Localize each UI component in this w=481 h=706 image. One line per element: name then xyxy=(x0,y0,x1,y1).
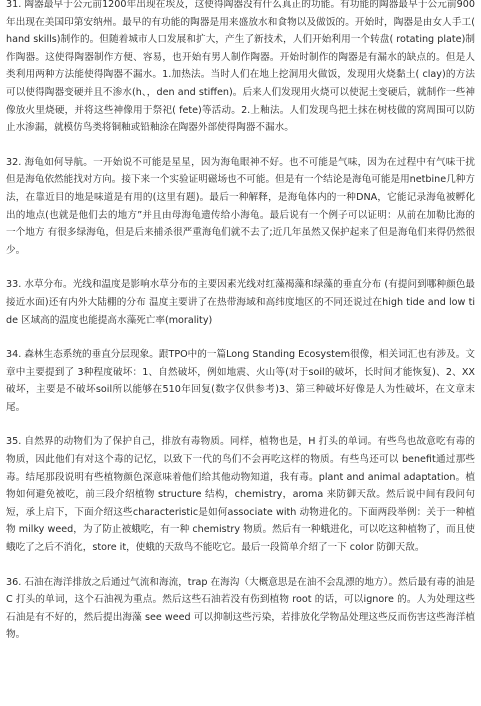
paragraph-31: 31. 陶器最早于公元前1200年出现在埃及，这使得陶器没有什么真正的功能。有功能的陶器最早于公元前900年出现在美国印第安纳州。最早的有功能的陶器是用来盛放水和食物以及做饭的。开始时，陶器是由女人手工( hand skills)制作的。但随着城市人口发展和扩大，产生了新技术，人们开始利用一个转盘( rotating plate)制作陶器。这使得陶器制作方便、容易，也开始有男人制作陶器。开始时制作的陶器是有漏水的缺点的。但是人类利用两种方法能使得陶器不漏水。1.加热法。当时人们在地上挖洞用火做饭，发现用火烧黏土( clay)的方法可以使得陶器变硬并且不渗水(h、，den and stiffen)。后来人们发现用火烧可以使泥土变硬后，就制作一些神像放火里烧硬，并将这些神像用于祭祀( fete)等活动。2.上釉法。人们发现鸟把土抹在树枝做的窝周围可以防止水渗漏，就模仿鸟类将铜釉或铅釉涂在陶器外部使得陶器不漏水。 xyxy=(6,0,475,134)
paragraph-35: 35. 自然界的动物们为了保护自己，排放有毒物质。同样，植物也是，H 打头的单词。有些鸟也故意吃有毒的物质，因此他们有对这个毒的记忆，以致下一代的鸟们不会再吃这样的物质。有些鸟还可以 benefit通过那些毒。结尾那段说明有些植物颜色深意味着他们给其他动物知道，我有毒。plant and animal adaptation。植物如何避免被吃，前三段介绍植物 structure 结构，chemistry，aroma 来防御天敌。然后说中间有段问句短，承上启下，下面介绍这些characteristic是如何associate with 动物进化的。下面两段举例：关于一种植物 milky weed，为了防止被蛾吃，有一种 chemistry 物质。然后有一种蛾进化，可以吃这种植物了，而且使蛾吃了之后不消化，store it，使蛾的天敌鸟不能吃它。最后一段简单介绍了一下 color 防御天敌。 xyxy=(6,436,475,554)
paragraph-36: 36. 石油在海洋排放之后通过气流和海流，trap 在海沟（大概意思是在油不会乱漂的地方）。然后最有毒的油是 C 打头的单词，这个石油视为重点。然后这些石油若没有伤到植物 root 的话，可以ignore 的。人为处理这些石油是有不好的，然后提出海藻 see weed 可以抑制这些污染，若排放化学物品处理这些反而伤害这些海洋植物。 xyxy=(6,576,475,641)
paragraph-32: 32. 海龟如何导航。一开始说不可能是星星，因为海龟眼神不好。也不可能是气味，因为在过程中有气味干扰但是海龟依然能找对方向。接下来一个实验证明磁场也不可能。但是有一个结论是海龟可能是用netbine几种方法，在靠近目的地是味道是有用的(这里有题)。最后一种解释，是海龟体内的一种DNA，它能记录海龟被孵化出的地点(也就是他们去的地方”并且由母海龟遗传给小海龟。最后说有一个例子可以证明：从前在加勒比海的一个地方 有很多绿海龟，但是后来捕杀很严重海龟们就不去了;近几年虽然又保护起来了但是海龟们来得仍然很少。 xyxy=(6,156,475,256)
paragraph-33: 33. 水草分布。光线和温度是影响水草分布的主要因素光线对红藻褐藻和绿藻的垂直分布 (有提问到哪种颜色最接近水面)还有内外大陆棚的分布 温度主要讲了在热带海域和高纬度地区的不同还说过在high tide and low tide 区域高的温度也能提高水藻死亡率(morality) xyxy=(6,279,475,326)
paragraph-34: 34. 森林生态系统的垂直分层现象。跟TPO中的一篇Long Standing Ecosystem很像，相关词汇也有涉及。文章中主要提到了 3种程度破坏：1、自然破坏，例如地震、火山等(对于soil的破坏，长时间才能恢复)、2、XX破坏，主要是不破坏soil所以能够在510年回复(数字仅供参考)3、第三种破坏好像是人为性破坏，在文章末尾。 xyxy=(6,349,475,413)
